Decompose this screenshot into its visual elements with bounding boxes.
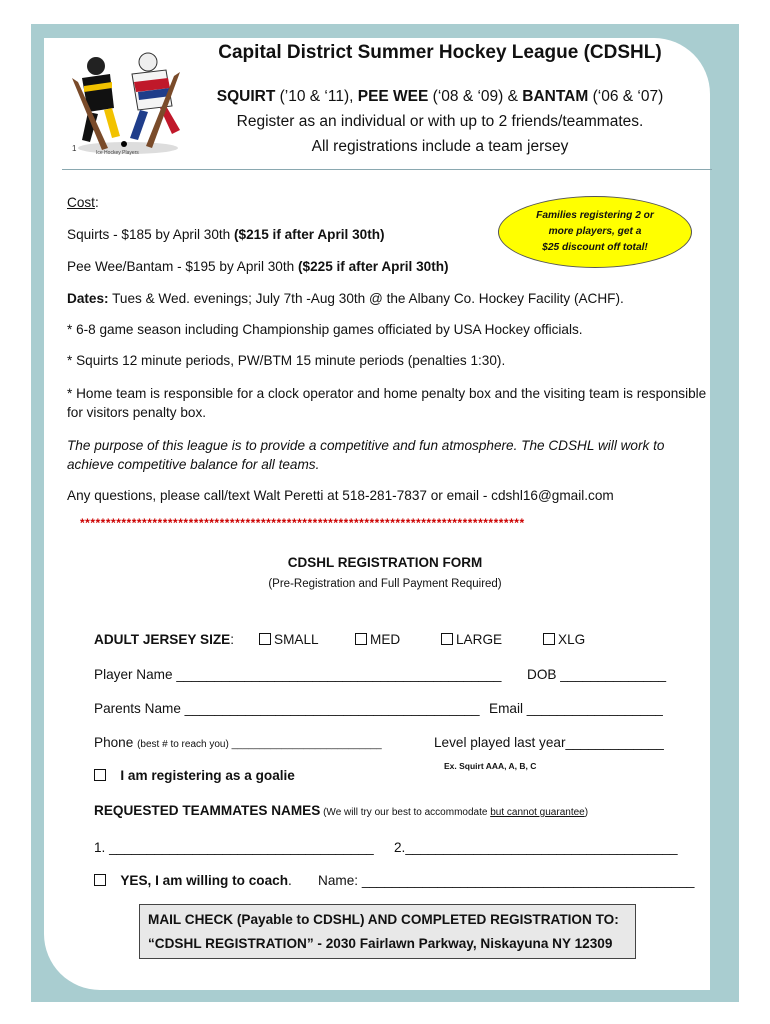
size-xlg-option[interactable]	[543, 632, 585, 647]
contact-info: Any questions, please call/text Walt Peretti at 518-281-7837 or email - cdshl16@gmail.com	[67, 488, 614, 503]
checkbox-icon[interactable]	[94, 769, 106, 781]
separator-stars: **************************************************************************************	[80, 516, 525, 530]
bantam-label: BANTAM	[522, 88, 589, 105]
mail-instruction: MAIL CHECK (Payable to CDSHL) AND COMPLETED REGISTRATION TO:	[148, 912, 619, 927]
size-med-label: MED	[370, 632, 401, 647]
size-med-option[interactable]	[355, 632, 400, 647]
jersey-line: All registrations include a team jersey	[311, 138, 569, 155]
league-title: Capital District Summer Hockey League (CDSHL)	[218, 42, 662, 63]
teammates-label: REQUESTED TEAMMATES NAMES	[94, 803, 321, 818]
peewee-years: (‘08 & ‘09) &	[428, 88, 523, 105]
squirts-late-price: ($215 if after April 30th)	[234, 227, 385, 242]
form-title: CDSHL REGISTRATION FORM	[287, 555, 483, 570]
dates-text: Tues & Wed. evenings; July 7th -Aug 30th @ the Albany Co. Hockey Facility (ACHF).	[108, 291, 624, 306]
league-subheader	[190, 84, 690, 159]
size-xlg-label: XLG	[558, 632, 586, 647]
penalty-box-bullet: * Home team is responsible for a clock operator and home penalty box and the visiting team is responsible for visitors penalty box.	[67, 386, 707, 420]
checkbox-icon[interactable]	[441, 633, 453, 645]
mail-address: “CDSHL REGISTRATION” - 2030 Fairlawn Parkway, Niskayuna NY 12309	[148, 936, 613, 951]
checkbox-icon[interactable]	[259, 633, 271, 645]
player-name-field[interactable]: Player Name ___________________________________________	[94, 667, 502, 682]
header-divider	[62, 169, 712, 170]
peewee-late-price: ($225 if after April 30th)	[297, 259, 449, 274]
checkbox-icon[interactable]	[543, 633, 555, 645]
level-played-field[interactable]: Level played last year_____________	[434, 735, 664, 750]
size-small-option[interactable]	[259, 632, 319, 647]
teammates-hint: (We will try our best to accommodate	[320, 807, 491, 818]
teammates-hint-end: )	[584, 807, 589, 818]
jersey-size-label	[94, 632, 234, 647]
size-small-label: SMALL	[274, 632, 319, 647]
teammate-1-field[interactable]: 1. ___________________________________	[94, 840, 374, 855]
discount-line-1: Families registering 2 or	[536, 210, 654, 221]
coach-option[interactable]	[94, 873, 292, 888]
periods-bullet: * Squirts 12 minute periods, PW/BTM 15 minute periods (penalties 1:30).	[67, 353, 506, 368]
goalie-label: I am registering as a goalie	[120, 768, 295, 783]
peewee-price: Pee Wee/Bantam - $195 by April 30th	[67, 259, 298, 274]
form-subtitle: (Pre-Registration and Full Payment Required)	[268, 578, 502, 590]
squirt-years: (’10 & ‘11),	[275, 88, 358, 105]
size-large-option[interactable]	[441, 632, 502, 647]
cost-peewee	[67, 259, 449, 274]
coach-label: YES, I am willing to coach	[120, 873, 289, 888]
level-hint: Ex. Squirt AAA, A, B, C	[444, 761, 537, 771]
hockey-players-logo	[68, 48, 186, 160]
cost-squirts	[67, 227, 385, 242]
phone-hint: (best # to reach you) ___________________________	[137, 739, 382, 750]
goalie-option[interactable]	[94, 768, 295, 783]
coach-name-field[interactable]: Name: ____________________________________________	[318, 873, 695, 888]
cost-colon: :	[94, 195, 99, 210]
coach-dot: .	[288, 873, 292, 888]
mailing-address-box	[139, 904, 636, 959]
teammates-heading	[94, 803, 588, 818]
season-bullet: * 6-8 game season including Championship games officiated by USA Hockey officials.	[67, 322, 583, 337]
logo-number: 1	[72, 144, 77, 153]
family-discount-badge	[498, 196, 692, 268]
cost-heading	[67, 195, 99, 210]
discount-line-2: more players, get a	[548, 226, 642, 237]
parents-name-field[interactable]: Parents Name _______________________________________	[94, 701, 480, 716]
league-purpose: The purpose of this league is to provide a competitive and fun atmosphere. The CDSHL will work to achieve competitive balance for all teams.	[67, 438, 665, 472]
logo-caption: Ice Hockey Players	[96, 150, 139, 156]
phone-label: Phone	[94, 735, 138, 750]
squirt-label: SQUIRT	[216, 88, 276, 105]
dates-label: Dates:	[67, 291, 109, 306]
divisions-line	[190, 84, 690, 109]
register-line: Register as an individual or with up to 2 friends/teammates.	[236, 113, 644, 130]
peewee-label: PEE WEE	[357, 88, 429, 105]
dates-line	[67, 291, 624, 306]
squirts-price: Squirts - $185 by April 30th	[67, 227, 234, 242]
discount-line-3: $25 discount off total!	[542, 242, 648, 253]
phone-field[interactable]	[94, 735, 382, 750]
size-large-label: LARGE	[456, 632, 503, 647]
cost-label: Cost	[67, 195, 95, 210]
dob-field[interactable]: DOB ______________	[527, 667, 667, 682]
jersey-size-text: ADULT JERSEY SIZE	[94, 632, 231, 647]
jersey-size-colon: :	[230, 632, 234, 647]
teammates-hint-underlined: but cannot guarantee	[490, 807, 585, 818]
bantam-years: (‘06 & ‘07)	[588, 88, 664, 105]
teammate-2-field[interactable]: 2.____________________________________	[394, 840, 678, 855]
checkbox-icon[interactable]	[355, 633, 367, 645]
checkbox-icon[interactable]	[94, 874, 106, 886]
email-field[interactable]: Email __________________	[489, 701, 663, 716]
